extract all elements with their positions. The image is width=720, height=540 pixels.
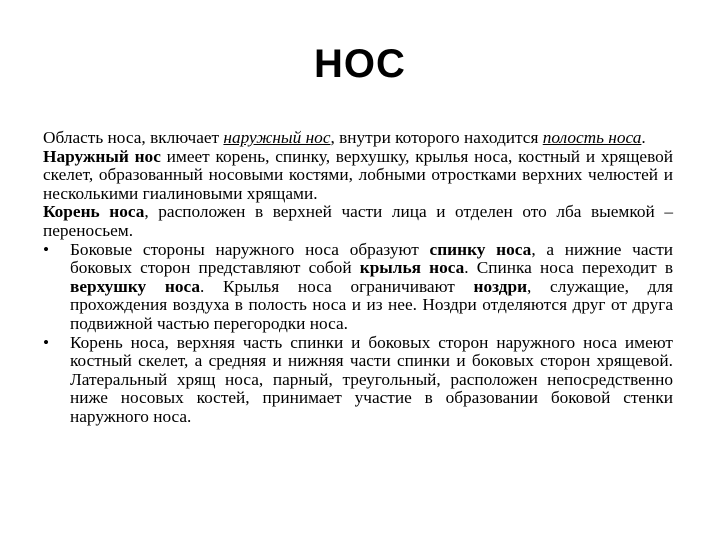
intro-text-2: , внутри которого находится bbox=[330, 128, 543, 147]
nose-root-text: , расположен в верхней части лица и отделен ото лба выемкой – переносьем. bbox=[43, 202, 673, 240]
term-nose-dorsum: спинку носа bbox=[429, 239, 532, 259]
term-nose-wings: крылья носа bbox=[359, 258, 465, 278]
term-nostrils: ноздри bbox=[473, 276, 528, 296]
term-bold-external-nose: Наружный нос bbox=[43, 146, 161, 166]
external-nose-text: имеет корень, спинку, верхушку, крылья носа, костный и хрящевой скелет, образованный носовыми костями, лобными отростками верхних челюстей и несколькими гиалиновыми хрящами. bbox=[43, 146, 674, 203]
paragraph-external-nose bbox=[43, 148, 673, 204]
term-bold-nose-root: Корень носа bbox=[43, 202, 145, 222]
bullet-item-skeleton bbox=[43, 334, 673, 427]
term-external-nose: наружный нос bbox=[223, 128, 331, 147]
page-title: НОС bbox=[314, 42, 406, 86]
bullet1-text-1: Боковые стороны наружного носа образуют bbox=[70, 239, 430, 259]
intro-text-3: . bbox=[641, 128, 646, 147]
bullet1-text-5: , служащие, для прохождения воздуха в полость носа и из нее. Ноздри отделяются друг от друга подвижной частью перегородки носа. bbox=[70, 276, 673, 333]
bullet-icon: • bbox=[43, 332, 50, 352]
bullet1-text-3: . Спинка носа переходит в bbox=[464, 258, 673, 278]
text-body bbox=[43, 129, 673, 427]
bullet1-text-2: , а нижние части боковых сторон представляют собой bbox=[70, 239, 673, 278]
bullet1-text-4: . Крылья носа ограничивают bbox=[200, 276, 474, 296]
paragraph-intro bbox=[43, 129, 673, 148]
term-nasal-cavity: полость носа bbox=[542, 128, 642, 147]
bullet-icon: • bbox=[43, 239, 50, 259]
paragraph-nose-root bbox=[43, 203, 673, 240]
bullet2-text: Корень носа, верхняя часть спинки и боковых сторон наружного носа имеют костный скелет, а средняя и нижняя части спинки и боковых сторон хрящевой. Латеральный хрящ носа, парный, треугольный, расположен непосредственно ниже носовых костей, принимает участие в образовании боковой стенки наружного носа. bbox=[70, 332, 673, 426]
bullet-item-sides bbox=[43, 241, 673, 334]
intro-text-1: Область носа, включает bbox=[43, 128, 224, 147]
term-nose-tip: верхушку носа bbox=[70, 276, 200, 296]
